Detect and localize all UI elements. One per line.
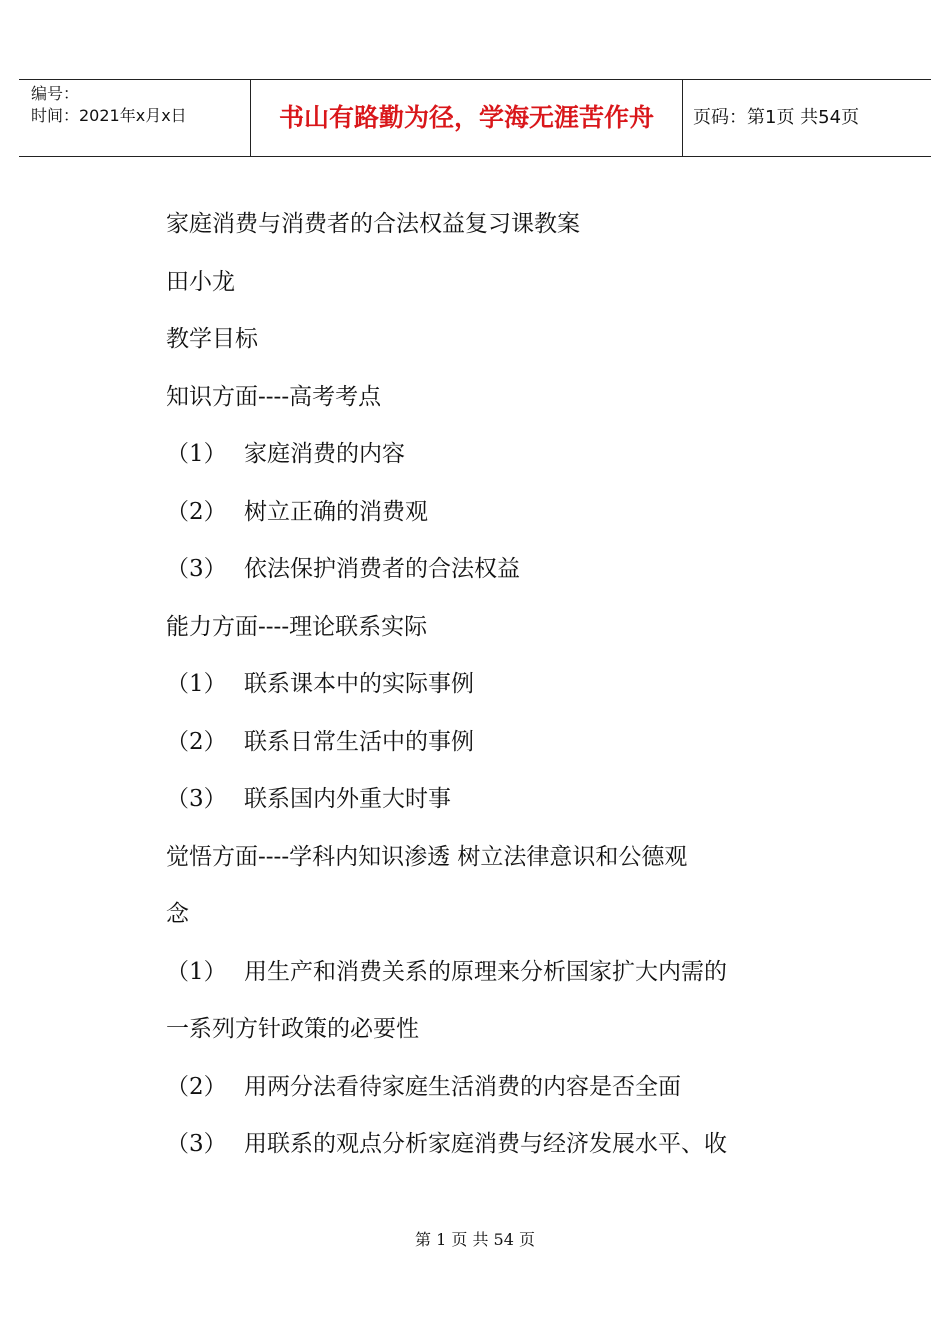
list-item (166, 714, 791, 772)
item-number: （1） (166, 441, 227, 467)
list-item (166, 656, 791, 714)
item-number: （3） (166, 786, 227, 812)
list-item (166, 771, 791, 829)
header-motto: 书山有路勤为径，学海无涯苦作舟 (251, 80, 683, 156)
section-teaching-goals: 教学目标 (166, 326, 258, 352)
page-header (19, 79, 931, 157)
date-label: 时间：2021年x月x日 (31, 106, 187, 125)
item-text: 用生产和消费关系的原理来分析国家扩大内需的 (244, 958, 727, 985)
item-text: 联系课本中的实际事例 (244, 671, 474, 697)
item-text: 联系日常生活中的事例 (244, 728, 474, 755)
list-item (166, 541, 791, 599)
awareness-heading-continued: 念 (166, 901, 189, 927)
knowledge-heading: 知识方面----高考考点 (166, 383, 382, 410)
list-item (166, 1116, 791, 1174)
item-text: 依法保护消费者的合法权益 (244, 556, 520, 582)
item-text: 联系国内外重大时事 (244, 786, 451, 812)
item-text: 用联系的观点分析家庭消费与经济发展水平、收 (244, 1131, 727, 1157)
list-item (166, 426, 791, 484)
item-number: （2） (166, 1073, 227, 1100)
item-number: （3） (166, 556, 227, 582)
document-author: 田小龙 (166, 268, 235, 295)
document-body (166, 196, 791, 1174)
ability-heading: 能力方面----理论联系实际 (166, 613, 428, 640)
item-number: （1） (166, 671, 227, 697)
list-item (166, 1059, 791, 1117)
item-number: （3） (166, 1131, 227, 1157)
header-page-info: 页码：第1页 共54页 (693, 107, 860, 128)
header-meta-cell (19, 80, 251, 156)
awareness-heading: 觉悟方面----学科内知识渗透 树立法律意识和公德观 (166, 843, 688, 870)
list-item-continued: 一系列方针政策的必要性 (166, 1016, 419, 1042)
serial-number-label: 编号： (31, 84, 80, 103)
item-text: 家庭消费的内容 (244, 441, 405, 467)
item-number: （1） (166, 958, 227, 985)
page-footer: 第 1 页 共 54 页 (415, 1230, 535, 1249)
list-item (166, 484, 791, 542)
list-item (166, 944, 791, 1002)
item-text: 用两分法看待家庭生活消费的内容是否全面 (244, 1073, 681, 1100)
item-number: （2） (166, 498, 227, 525)
item-text: 树立正确的消费观 (244, 498, 428, 525)
item-number: （2） (166, 728, 227, 755)
document-title: 家庭消费与消费者的合法权益复习课教案 (166, 211, 580, 237)
